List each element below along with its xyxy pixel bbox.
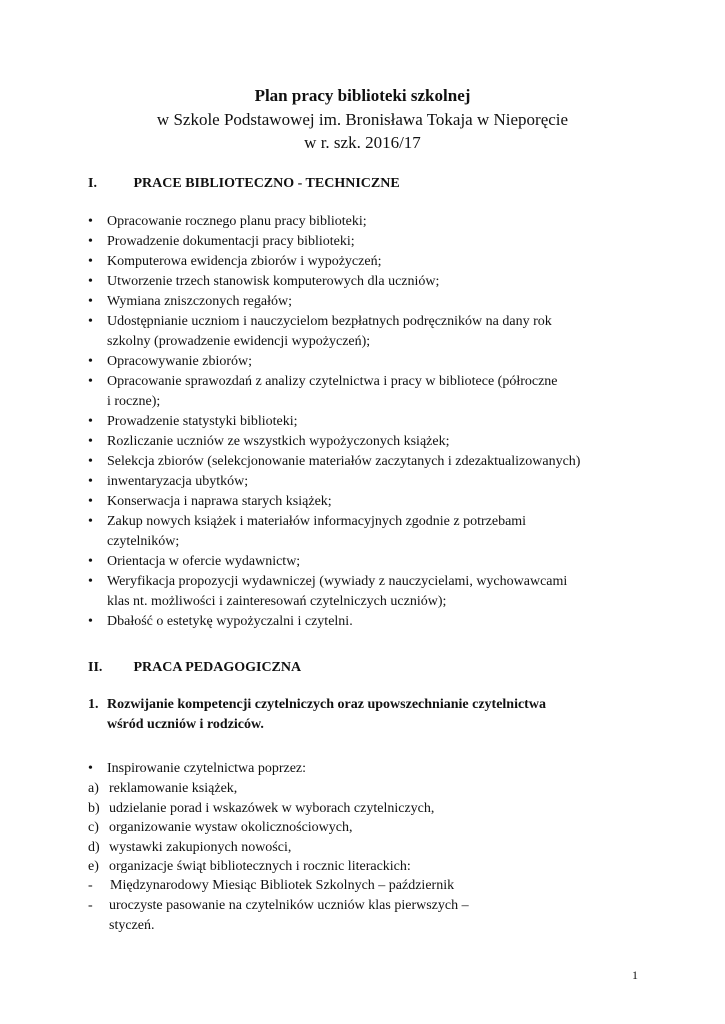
list-item: • Utworzenie trzech stanowisk komputerowych dla uczniów;	[88, 272, 580, 292]
section-2-number: II.	[88, 660, 103, 675]
subsection-1-line-2: wśród uczniów i rodziców.	[107, 717, 264, 732]
list-item: • inwentaryzacja ubytków;	[88, 472, 580, 492]
subsection-1-line-1: Rozwijanie kompetencji czytelniczych oraz upowszechnianie czytelnictwa	[107, 697, 546, 712]
document-year: w r. szk. 2016/17	[304, 133, 421, 152]
section-2-heading	[88, 659, 301, 677]
section-2-title: PRACA PEDAGOGICZNA	[133, 660, 302, 675]
document-title: Plan pracy biblioteki szkolnej	[254, 86, 471, 105]
list-item: • Komputerowa ewidencja zbiorów i wypożyczeń;	[88, 252, 580, 272]
document-subtitle: w Szkole Podstawowej im. Bronisława Tokaja w Nieporęcie	[156, 110, 569, 129]
list-item: • Opracowywanie zbiorów;	[88, 352, 580, 372]
section-1-number: I.	[88, 176, 97, 191]
list-item: • Rozliczanie uczniów ze wszystkich wypożyczonych książek;	[88, 432, 580, 452]
list-item: - uroczyste pasowanie na czytelników uczniów klas pierwszych – styczeń.	[88, 898, 469, 933]
list-item: • Wymiana zniszczonych regałów;	[88, 292, 580, 312]
list-item: • Prowadzenie dokumentacji pracy biblioteki;	[88, 232, 580, 252]
list-item: • Selekcja zbiorów (selekcjonowanie materiałów zaczytanych i zdezaktualizowanych)	[88, 452, 580, 472]
section-1-bullet-list	[88, 212, 580, 632]
list-item: c) organizowanie wystaw okolicznościowych,	[88, 820, 353, 835]
list-item: • Orientacja w ofercie wydawnictw;	[88, 552, 580, 572]
subsection-1-heading	[88, 695, 648, 735]
lettered-list	[88, 779, 434, 877]
list-item: • Udostępnianie uczniom i nauczycielom bezpłatnych podręczników na dany rok szkolny (prowadzenie ewidencji wypożyczeń);	[88, 312, 580, 352]
list-item: • Zakup nowych książek i materiałów informacyjnych zgodnie z potrzebami czytelników;	[88, 512, 580, 552]
list-item: • Dbałość o estetykę wypożyczalni i czytelni.	[88, 612, 580, 632]
list-item: a) reklamowanie książek,	[88, 781, 238, 796]
list-item: b) udzielanie porad i wskazówek w wyborach czytelniczych,	[88, 800, 435, 816]
list-item: d) wystawki zakupionych nowości,	[88, 839, 292, 855]
list-item: • Konserwacja i naprawa starych książek;	[88, 492, 580, 512]
list-item: • Weryfikacja propozycji wydawniczej (wywiady z nauczycielami, wychowawcami klas nt. możliwości i zainteresowań czytelniczych uczniów);	[88, 572, 580, 612]
list-item: • Opracowanie sprawozdań z analizy czytelnictwa i pracy w bibliotece (półroczne i roczne);	[88, 372, 580, 412]
dash-list	[88, 876, 558, 936]
page-number: 1	[632, 968, 638, 982]
list-item: e) organizacje świąt bibliotecznych i rocznic literackich:	[88, 859, 411, 874]
list-item: - Międzynarodowy Miesiąc Bibliotek Szkolnych – październik	[88, 878, 455, 893]
list-item: • Opracowanie rocznego planu pracy biblioteki;	[88, 212, 580, 232]
section-1-title: PRACE BIBLIOTECZNO - TECHNICZNE	[133, 176, 400, 191]
list-item: • Prowadzenie statystyki biblioteki;	[88, 412, 580, 432]
subsection-1-number: 1.	[88, 697, 99, 712]
inspire-intro: • Inspirowanie czytelnictwa poprzez:	[88, 759, 306, 779]
section-1-heading	[88, 175, 400, 193]
